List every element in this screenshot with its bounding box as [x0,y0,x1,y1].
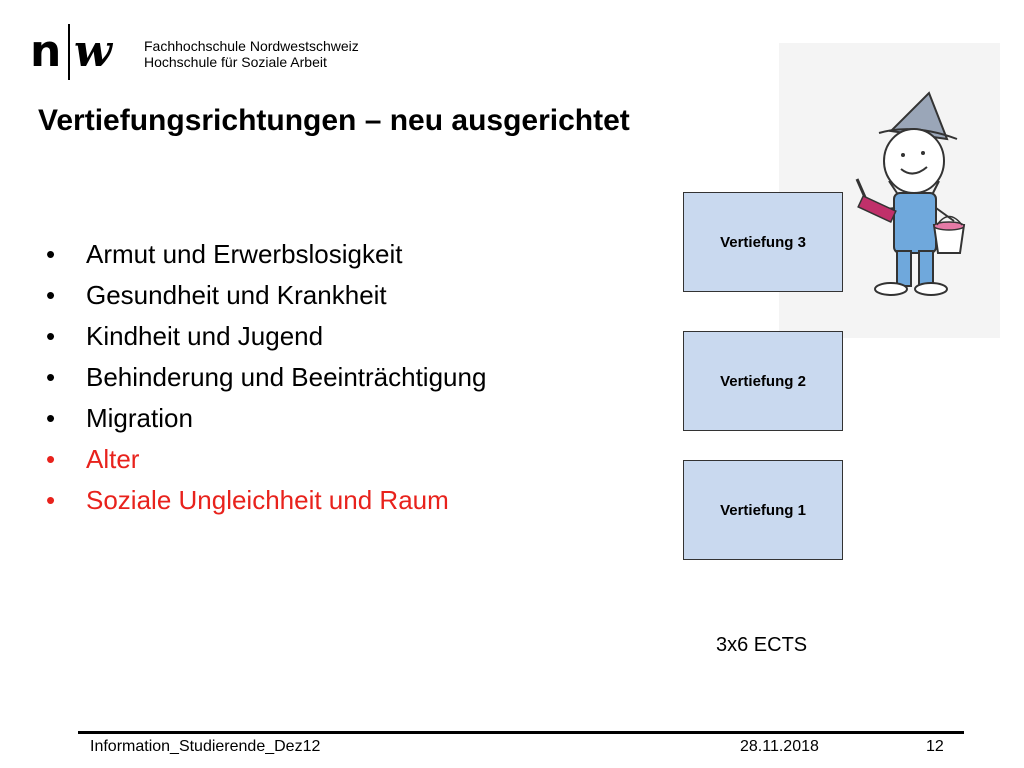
bullet-text: Gesundheit und Krankheit [86,280,387,310]
bullet-text: Alter [86,444,140,474]
bullet-dot: • [46,321,56,351]
fhnw-logo [30,22,130,84]
logo-letter-w: w [74,26,112,77]
institution-name [144,38,359,70]
ects-label: 3x6 ECTS [716,634,808,656]
institution-line-1: Fachhochschule Nordwestschweiz [144,38,359,54]
bullet-text: Armut und Erwerbslosigkeit [86,239,403,269]
bullet-item [46,398,486,439]
footer-page-number: 12 [926,738,944,755]
bullet-dot: • [46,444,56,474]
bullet-dot: • [46,362,56,392]
slide-title: Vertiefungsrichtungen – neu ausgerichtet [38,104,630,137]
painter-illustration [779,43,1000,338]
footer-divider [78,731,964,734]
bullet-text: Behinderung und Beeinträchtigung [86,362,487,392]
vertiefung-1-box: Vertiefung 1 [683,460,843,560]
bullet-dot: • [46,280,56,310]
bullet-item [46,275,486,316]
logo-letter-n: n [30,26,62,77]
footer-document-name: Information_Studierende_Dez12 [90,738,321,755]
institution-line-2: Hochschule für Soziale Arbeit [144,54,327,70]
bullet-dot: • [46,403,56,433]
footer-date: 28.11.2018 [740,738,819,755]
bullet-text: Migration [86,403,193,433]
bullet-dot: • [46,239,56,269]
bullet-list [46,234,486,521]
vertiefung-2-box: Vertiefung 2 [683,331,843,431]
bullet-text: Soziale Ungleichheit und Raum [86,485,449,515]
bullet-dot: • [46,485,56,515]
painter-figure-icon [779,43,1000,338]
bullet-item [46,234,486,275]
bullet-item-highlighted [46,439,486,480]
bullet-item-highlighted [46,480,486,521]
bullet-text: Kindheit und Jugend [86,321,324,351]
bullet-item [46,357,486,398]
bullet-item [46,316,486,357]
vertiefung-3-box: Vertiefung 3 [683,192,843,292]
logo-separator [68,24,70,80]
